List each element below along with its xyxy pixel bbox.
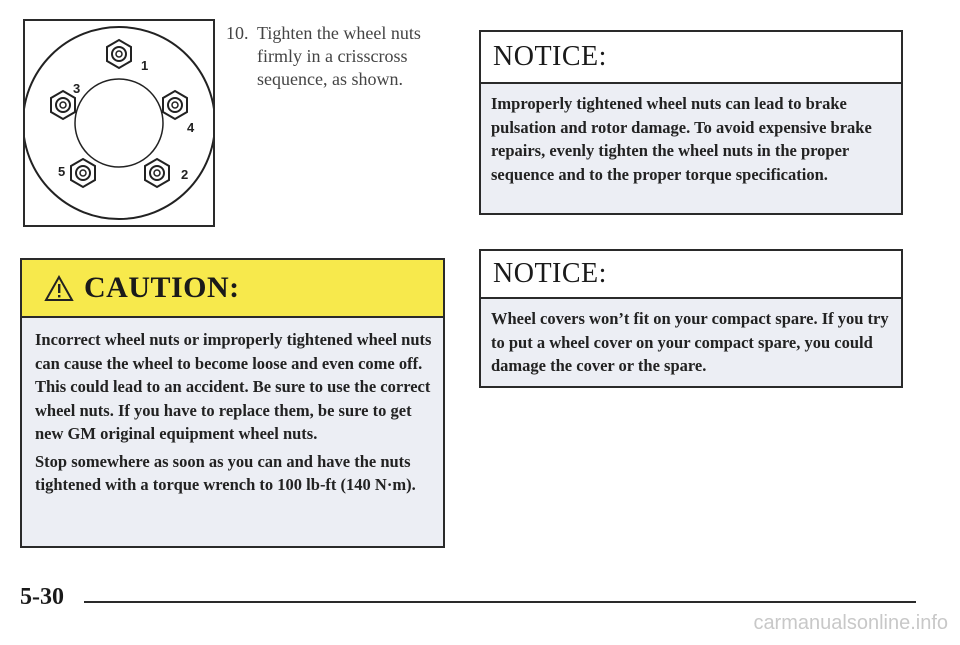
caution-paragraph-1: Incorrect wheel nuts or improperly tightened wheel nuts can cause the wheel to become loose and even come off. This could lead to an accident. Be sure to use the correct wheel nuts. If you have to replace them, be sure to get new GM original equipment wheel nuts. bbox=[35, 330, 432, 443]
page-number: 5-30 bbox=[20, 584, 64, 610]
page-footer bbox=[20, 584, 900, 614]
caution-paragraph-2: Stop somewhere as soon as you can and have the nuts tightened with a torque wrench to 100 lb-ft (140 N·m). bbox=[35, 451, 416, 494]
nut-label-1: 1 bbox=[141, 58, 149, 73]
caution-header bbox=[22, 260, 443, 318]
lug-nut-2 bbox=[145, 159, 169, 187]
notice-heading: NOTICE: bbox=[481, 32, 901, 84]
nut-label-5: 5 bbox=[58, 164, 66, 179]
wheel-nut-diagram bbox=[23, 19, 215, 227]
footer-rule bbox=[84, 601, 916, 603]
lug-nut-1 bbox=[107, 40, 131, 68]
notice-body: Wheel covers won’t fit on your compact spare. If you try to put a wheel cover on your compact spare, you could damage the cover or the spare. bbox=[491, 309, 889, 375]
step-number: 10. bbox=[226, 23, 249, 43]
notice-box-brakes bbox=[479, 30, 903, 215]
instruction-step bbox=[226, 22, 446, 91]
nut-label-4: 4 bbox=[187, 120, 195, 135]
notice-box-wheel-covers bbox=[479, 249, 903, 388]
nut-label-2: 2 bbox=[181, 167, 189, 182]
caution-box bbox=[20, 258, 445, 548]
step-text: Tighten the wheel nuts firmly in a crisscross sequence, as shown. bbox=[257, 23, 421, 89]
caution-body bbox=[22, 318, 443, 497]
warning-triangle-icon bbox=[44, 275, 74, 302]
notice-body: Improperly tightened wheel nuts can lead to brake pulsation and rotor damage. To avoid expensive brake repairs, evenly tighten the wheel nuts in the proper sequence and to the proper torque specification. bbox=[491, 94, 872, 184]
wheel-hub-illustration bbox=[25, 21, 213, 225]
site-watermark: carmanualsonline.info bbox=[753, 612, 948, 634]
lug-nut-4 bbox=[163, 91, 187, 119]
caution-heading: CAUTION: bbox=[84, 271, 240, 304]
nut-label-3: 3 bbox=[73, 81, 81, 96]
lug-nut-5 bbox=[71, 159, 95, 187]
lug-nut-3 bbox=[51, 91, 75, 119]
notice-heading: NOTICE: bbox=[481, 251, 901, 299]
